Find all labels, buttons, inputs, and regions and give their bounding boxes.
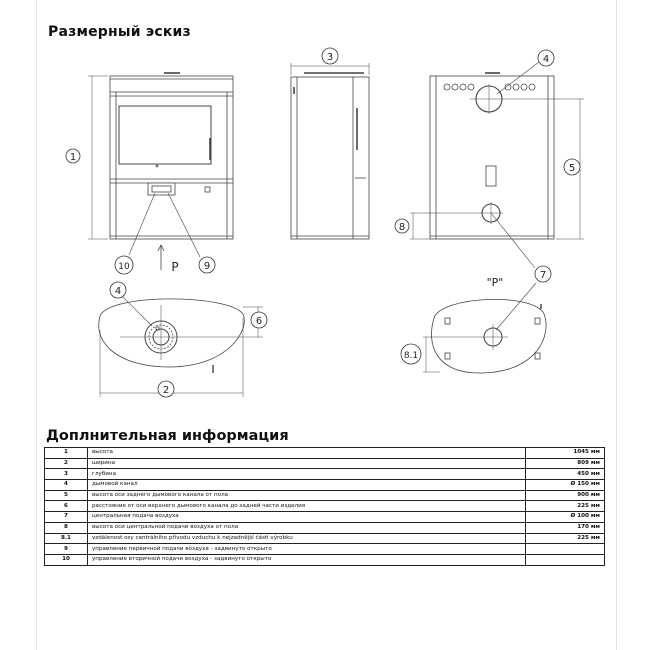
callout-8-label: 8 (398, 222, 406, 233)
row-value: 809 мм (526, 458, 605, 469)
row-description: vzdálenost osy centrálního přívodu vzduchu k nejzadnější části výrobku (88, 533, 526, 544)
top-view (99, 296, 263, 397)
table-row (45, 544, 605, 555)
row-value (526, 544, 605, 555)
table-row (45, 480, 605, 491)
row-number: 6 (45, 501, 88, 512)
row-number: 2 (45, 458, 88, 469)
row-number: 5 (45, 490, 88, 501)
row-description: высота (88, 448, 526, 459)
row-number: 10 (45, 554, 88, 565)
rear-view (410, 62, 584, 268)
front-view (88, 73, 233, 270)
callout-6-label: 6 (255, 316, 263, 327)
row-value: 1045 мм (526, 448, 605, 459)
row-number: 9 (45, 544, 88, 555)
sketch-title: Размерный эскиз (48, 24, 191, 40)
row-value: 225 мм (526, 501, 605, 512)
arrow-p-label: P (171, 260, 179, 274)
table-row (45, 490, 605, 501)
table-row (45, 522, 605, 533)
info-title: Доплнительная информация (46, 428, 289, 444)
callout-7-label: 7 (539, 270, 547, 281)
table-row (45, 512, 605, 523)
table-row (45, 554, 605, 565)
callout-4-top-label: 4 (114, 286, 122, 297)
row-description: глубина (88, 469, 526, 480)
row-value: 450 мм (526, 469, 605, 480)
bottom-view (423, 283, 546, 373)
table-row (45, 469, 605, 480)
row-number: 8 (45, 522, 88, 533)
row-description: расстояние от оси верхнего дымового канала до задней части изделия (88, 501, 526, 512)
spec-table (44, 447, 605, 566)
row-description: дымовой канал (88, 480, 526, 491)
row-number: 7 (45, 512, 88, 523)
callout-2-label: 2 (162, 385, 170, 396)
row-description: высота оси центральной подачи воздуха от пола (88, 522, 526, 533)
callout-9-label: 9 (203, 261, 211, 272)
view-p-label: "P" (486, 276, 504, 289)
row-description: управление первичной подачи воздуха - задвинуто открыто (88, 544, 526, 555)
row-number: 3 (45, 469, 88, 480)
callout-3-label: 3 (326, 52, 334, 63)
spec-table-body (45, 448, 605, 566)
callout-5-label: 5 (568, 163, 576, 174)
row-value: Ø 100 мм (526, 512, 605, 523)
callout-4-rear-label: 4 (542, 54, 550, 65)
table-row (45, 448, 605, 459)
row-value: Ø 150 мм (526, 480, 605, 491)
row-description: высота оси заднего дымового канала от пола (88, 490, 526, 501)
side-view (291, 63, 369, 239)
callout-10-label: 10 (118, 262, 130, 272)
row-value: 170 мм (526, 522, 605, 533)
row-value: 225 мм (526, 533, 605, 544)
row-value (526, 554, 605, 565)
row-number: 4 (45, 480, 88, 491)
callout-8-1-label: 8.1 (403, 351, 419, 361)
row-description: центральная подача воздуха (88, 512, 526, 523)
row-number: 8.1 (45, 533, 88, 544)
table-row (45, 501, 605, 512)
row-value: 900 мм (526, 490, 605, 501)
row-number: 1 (45, 448, 88, 459)
callout-1-label: 1 (69, 152, 77, 163)
table-row (45, 533, 605, 544)
row-description: ширина (88, 458, 526, 469)
row-description: управление вторичной подачи воздуха - задвинуто открыто (88, 554, 526, 565)
table-row (45, 458, 605, 469)
